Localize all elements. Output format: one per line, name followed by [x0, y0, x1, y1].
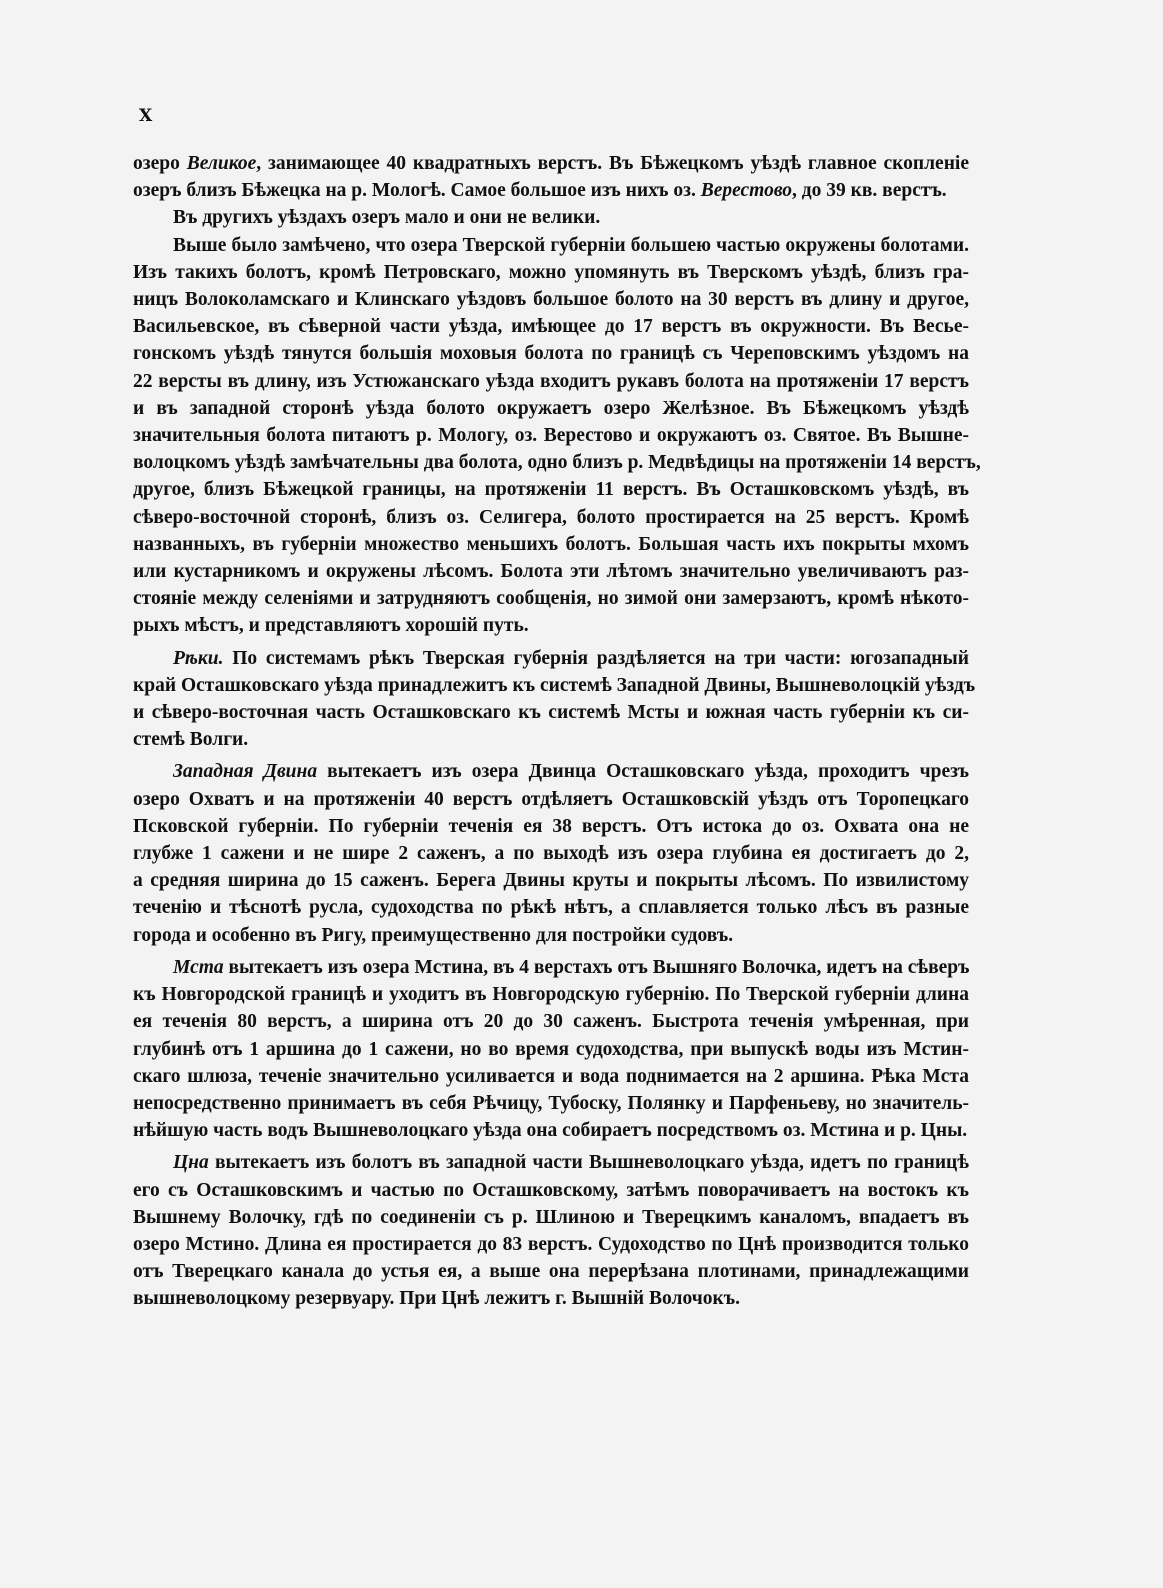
text-run: названныхъ, въ губерніи множество меньшихъ болотъ. Большая часть ихъ покрыты мхомъ [133, 533, 969, 555]
text-run: его съ Осташковскимъ и частью по Осташковскому, затѣмъ поворачиваетъ на востокъ къ [133, 1179, 969, 1201]
text-line [133, 1063, 969, 1090]
emphasized-term: Рѣки. [173, 647, 224, 669]
emphasized-term: Западная Двина [173, 761, 318, 783]
text-line [133, 612, 969, 639]
text-line [133, 368, 969, 395]
text-run: Выше было замѣчено, что озера Тверской губерніи большею частью окружены болотами. [173, 234, 969, 256]
text-line [133, 585, 969, 612]
text-line [133, 786, 969, 813]
paragraph-lakes [133, 150, 969, 204]
emphasized-term: Великое [186, 153, 257, 174]
text-run: скаго шлюза, теченіе значительно усиливается и вода поднимается на 2 аршина. Рѣка Мста [133, 1065, 969, 1087]
text-run: Вышнему Волочку, гдѣ по соединеніи съ р. Шлиною и Тверецкимъ каналомъ, впадаетъ въ [133, 1206, 969, 1228]
text-line [133, 1231, 969, 1258]
text-run: отъ Тверецкаго канала до устья ея, а выше она перерѣзана плотинами, принадлежащими [133, 1261, 969, 1283]
text-line [133, 645, 969, 672]
text-line [133, 449, 981, 476]
text-line [133, 1090, 969, 1117]
text-line [133, 867, 969, 894]
text-line [133, 1258, 969, 1285]
text-run: ея теченія 80 верстъ, а ширина отъ 20 до 30 саженъ. Быстрота теченія умѣренная, при [133, 1011, 969, 1033]
text-run: или кустарникомъ и окружены лѣсомъ. Болота эти лѣтомъ значительно увеличиваютъ раз- [133, 561, 969, 583]
text-run: озеро [133, 153, 187, 174]
text-line [133, 259, 969, 286]
emphasized-term: Цна [173, 1152, 209, 1174]
text-line [133, 286, 969, 313]
body-text [133, 150, 981, 1313]
text-run: и въ западной сторонѣ уѣзда болото окружаетъ озеро Желѣзное. Въ Бѣжецкомъ уѣздѣ [133, 397, 969, 419]
text-line [133, 395, 969, 422]
text-line [133, 1117, 969, 1144]
text-run: озеро Мстино. Длина ея простирается до 83 верстъ. Судоходство по Цнѣ производится только [133, 1233, 969, 1255]
text-run: Въ другихъ уѣздахъ озеръ мало и они не велики. [173, 207, 601, 229]
text-run: а средняя ширина до 15 саженъ. Берега Двины круты и покрыты лѣсомъ. По извилистому [133, 870, 969, 892]
text-run: нѣйшую часть водъ Вышневолоцкаго уѣзда она собираетъ посредствомъ оз. Мстина и р. Цны. [133, 1120, 968, 1142]
text-run: непосредственно принимаетъ въ себя Рѣчицу, Тубоску, Полянку и Парфеньеву, но значитель- [133, 1092, 969, 1114]
text-line [133, 531, 969, 558]
text-run: , до 39 кв. верстъ. [792, 180, 947, 202]
text-line [133, 1149, 969, 1176]
text-run: , занимающее 40 квадратныхъ верстъ. Въ Бѣжецкомъ уѣздѣ главное скопленіе [256, 153, 969, 174]
text-line [133, 894, 969, 921]
text-line [133, 758, 969, 785]
text-run: вытекаетъ изъ озера Мстина, въ 4 верстахъ отъ Вышняго Волочка, идетъ на сѣверъ [223, 956, 970, 978]
text-line [133, 1036, 969, 1063]
text-line [133, 726, 969, 753]
text-line [133, 150, 969, 177]
text-run: города и особенно въ Ригу, преимущественно для постройки судовъ. [133, 924, 734, 946]
paragraph-msta [133, 954, 969, 1144]
text-line [133, 177, 969, 204]
text-run: сѣверо-восточной сторонѣ, близъ оз. Селигера, болото простирается на 25 верстъ. Кромѣ [133, 506, 969, 528]
text-line [133, 1177, 969, 1204]
text-run: край Осташковскаго уѣзда принадлежитъ къ системѣ Западной Двины, Вышневолоцкій уѣздъ [133, 674, 976, 696]
text-run: вышневолоцкому резервуару. При Цнѣ лежитъ г. Вышній Волочокъ. [133, 1288, 740, 1310]
text-line [133, 1204, 969, 1231]
text-run: къ Новгородской границѣ и уходитъ въ Новгородскую губернію. По Тверской губерніи длина [133, 984, 969, 1006]
text-run: Изъ такихъ болотъ, кромѣ Петровскаго, можно упомянуть въ Тверскомъ уѣздѣ, близъ гра- [133, 261, 969, 283]
text-line [133, 476, 969, 503]
text-line [133, 699, 969, 726]
paragraph-swamps [133, 232, 981, 640]
text-run: гонскомъ уѣздѣ тянутся большія моховыя болота по границѣ съ Череповскимъ уѣздомъ на [133, 343, 969, 365]
text-run: теченію и тѣснотѣ русла, судоходства по рѣкѣ нѣтъ, а сплавляется только лѣсъ въ разные [133, 897, 969, 919]
text-run: 22 версты въ длину, изъ Устюжанскаго уѣзда входитъ рукавъ болота на протяженіи 17 верстъ [133, 370, 969, 392]
text-line [133, 1008, 969, 1035]
text-run: По системамъ рѣкъ Тверская губернія раздѣляется на три части: югозападный [223, 647, 969, 669]
text-run: и сѣверо-восточная часть Осташковскаго къ системѣ Мсты и южная часть губерніи къ си- [133, 702, 969, 724]
text-run: вытекаетъ изъ озера Двинца Осташковскаго уѣзда, проходитъ чрезъ [317, 761, 969, 783]
text-run: ницъ Волоколамскаго и Клинскаго уѣздовъ большое болото на 30 верстъ въ длину и другое, [133, 289, 969, 311]
paragraph-other-lakes [133, 204, 969, 231]
text-run: стемѣ Волги. [133, 729, 249, 751]
text-run: значительныя болота питаютъ р. Мологу, оз. Верестово и окружаютъ оз. Святое. Въ Вышне- [133, 425, 969, 447]
text-run: стояніе между селеніями и затрудняютъ сообщенія, но зимой они замерзаютъ, кромѣ нѣкото- [133, 588, 969, 610]
text-line [133, 981, 969, 1008]
text-run: вытекаетъ изъ болотъ въ западной части Вышневолоцкаго уѣзда, идетъ по границѣ [208, 1152, 969, 1174]
text-run: глубже 1 сажени и не шире 2 саженъ, а по выходѣ изъ озера глубина ея достигаетъ до 2, [133, 843, 969, 865]
text-line [133, 558, 969, 585]
text-line [133, 922, 969, 949]
text-line [133, 840, 969, 867]
text-line [133, 504, 969, 531]
emphasized-term: Мста [173, 956, 224, 978]
text-run: Васильевское, въ сѣверной части уѣзда, имѣющее до 17 верстъ въ окружности. Въ Весье- [133, 316, 969, 338]
text-run: рыхъ мѣстъ, и представляютъ хорошій путь. [133, 615, 529, 637]
text-run: Псковской губерніи. По губерніи теченія ея 38 верстъ. Отъ истока до оз. Охвата она не [133, 815, 969, 837]
page-number: X [139, 106, 153, 126]
text-line [133, 340, 969, 367]
text-line [133, 813, 969, 840]
paragraph-tsna [133, 1149, 969, 1312]
text-line [133, 232, 969, 259]
emphasized-term: Верестово [700, 180, 793, 202]
text-line [133, 672, 976, 699]
text-run: глубинѣ отъ 1 аршина до 1 сажени, но во время судоходства, при выпускѣ воды изъ Мстин- [133, 1038, 969, 1060]
text-run: волоцкомъ уѣздѣ замѣчательны два болота, одно близъ р. Медвѣдицы на протяженіи 14 верстъ, [133, 452, 981, 474]
text-line [133, 204, 969, 231]
text-run: озеро Охватъ и на протяженіи 40 верстъ отдѣляетъ Осташковскій уѣздъ отъ Торопецкаго [133, 788, 969, 810]
text-line [133, 313, 969, 340]
text-line [133, 422, 969, 449]
text-run: другое, близъ Бѣжецкой границы, на протяженіи 11 верстъ. Въ Осташковскомъ уѣздѣ, въ [133, 479, 969, 501]
paragraph-western-dvina [133, 758, 969, 948]
text-run: озеръ близъ Бѣжецка на р. Мологѣ. Самое большое изъ нихъ оз. [133, 180, 701, 202]
text-line [133, 1285, 969, 1312]
paragraph-rivers [133, 645, 976, 754]
text-line [133, 954, 969, 981]
